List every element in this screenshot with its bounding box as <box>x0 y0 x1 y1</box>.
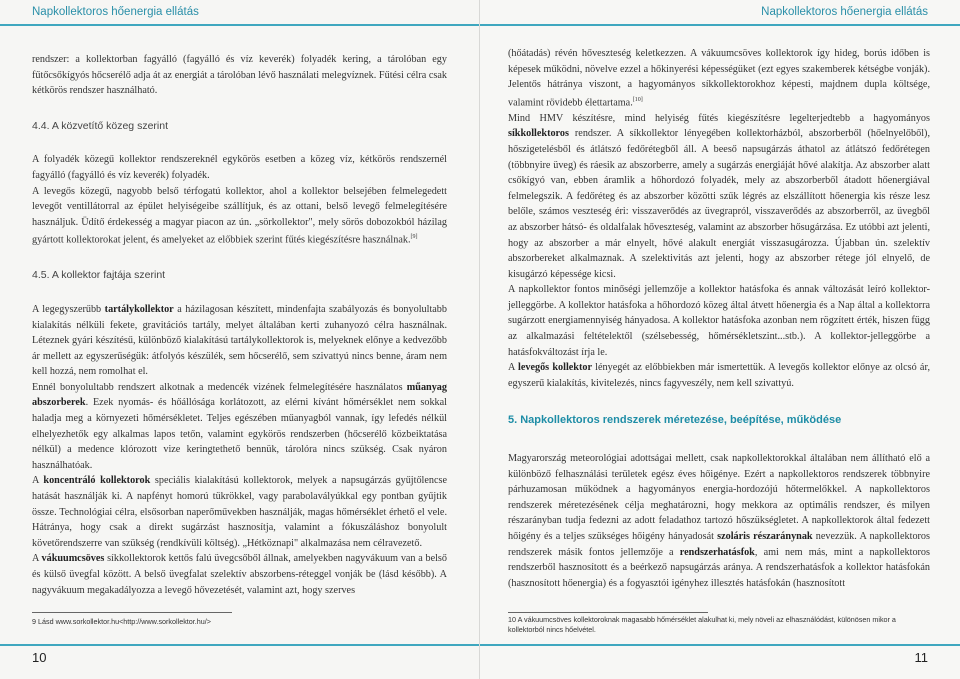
paragraph: A folyadék közegű kollektor rendszereknél egykörös esetben a közeg víz, kétkörös rendszernél fagyálló (fagyálló és víz keverék) folyadék. <box>32 154 447 181</box>
bold-term: vákuumcsöves <box>41 553 105 565</box>
bold-term: műanyag abszorberek <box>32 381 447 409</box>
header-rule <box>0 24 479 26</box>
bold-term: szoláris részaránynak <box>717 531 813 543</box>
page-number: 11 <box>914 650 928 665</box>
paragraph: A vákuumcsöves síkkollektorok kettős falú üvegcsőből állnak, amelyekben nagyvákuum van a belső és külső üvegfal között. A belső üvegfalat szelektív abszorbens-réteggel vonják be (lásd később). A nagyvákuum megakadályozza a levegő hővezetését, valamint azt, hogy szerves <box>32 553 447 596</box>
bold-term: rendszerhatásfok <box>679 546 755 558</box>
paragraph: A koncentráló kollektorok speciális kialakítású kollektorok, melyek a napsugárzás gyűjtőlencse hatását használják ki. A napfényt homorú tükrökkel, vagy parabolavályúkkal egy pontban gyűjtik össze. Technológiai célra, elsősorban naperőművekben használják, magas hőmérséklet érhető el vele. Hátránya, hogy csak a direkt sugárzást hasznosítja, valamint a fókuszáláshoz bonyolult követőrendszerre van szükség (rendkívüli költség). „Hétköznapi" alkalmazása nem célravezető. <box>32 475 448 549</box>
bold-term: koncentráló kollektorok <box>43 475 151 487</box>
section-heading-4-4: 4.4. A közvetítő közeg szerint <box>32 119 168 132</box>
section-heading-4-5: 4.5. A kollektor fajtája szerint <box>32 269 166 282</box>
running-header: Napkollektoros hőenergia ellátás <box>761 6 928 18</box>
bold-term: tartálykollektor <box>104 303 174 315</box>
paragraph: rendszer: a kollektorban fagyálló (fagyálló és víz keverék) folyadék kering, a tárolóban egy fűtőcsőkígyós hőcserélő adja át az energiát a tárolóban lévő használati melegvíznek. Fűtési célra csak kétkörös rendszer használható. <box>32 54 447 97</box>
paragraph: (hőátadás) révén hőveszteség keletkezzen. A vákuumcsöves kollektorok így hideg, borús időben is képesek működni, növelve ezzel a hőkinyerési képességüket (ezt egyes szakemberek kétségbe vonják). Jelentős hátránya viszont, a hagyományos síkkollektorokhoz képesti, majdnem dupla költsége, valamint rövidebb élettartama.[10] <box>508 48 930 109</box>
bold-term: levegős kollektor <box>518 362 592 374</box>
paragraph: A levegős közegű, nagyobb belső térfogatú kollektor, ahol a kollektor belsejében felmelegedett levegőt ventillátorral az épület helyiségeibe szállítjuk, és az ottani, belső levegő felmelegítésére használjuk. Üdítő érdekesség a magyar piacon az ún. „sörkollektor", mely sörös dobozokból házilag gyártott kollektorokat jelent, és amelyeket az előbbiek szerint fűtés kiegészítésre használnak.[9] <box>32 185 447 246</box>
footnote: 10 A vákuumcsöves kollektoroknak magasabb hőmérséklet alakulhat ki, mely növeli az elhasználódást, különösen mikor a kollektorból nincs hőelvétel. <box>508 615 896 634</box>
right-page <box>480 0 960 679</box>
footnote-rule <box>508 612 708 613</box>
chapter-heading-5: 5. Napkollektoros rendszerek méretezése, beépítése, működése <box>508 414 842 427</box>
footer-rule <box>0 644 479 646</box>
right-body <box>508 46 930 591</box>
footnote-rule <box>32 612 232 613</box>
paragraph: A napkollektor fontos minőségi jellemzője a kollektor hatásfoka és annak változását leíró kollektor-jelleggörbe. A kollektor hatásfoka a hőhordozó közeg által átvett hőenergia és a Nap által a kollektorra sugárzott energiamennyiség hányadosa. A kollektor hatásfoka azonban nem rögzített érték, hiszen függ az alkalmazási feltételektől (szélsebesség, hőmérsékletszint...stb.). A kollektor-jelleggörbe a hatásfokváltozást írja le. <box>508 284 930 358</box>
bold-term: síkkollektoros <box>508 128 569 140</box>
footnote-ref: [10] <box>632 96 643 103</box>
paragraph: Mind HMV készítésre, mind helyiség fűtés kiegészítésre legelterjedtebb a hagyományos síkkollektoros rendszer. A síkkollektor lényegében kollektorházból, abszorberből (hőelnyelőből), hőszigetelésből és átlátszó fedőrétegből áll. A beeső napsugárzás áthatol az átlátszó fedőrétegen (többnyire üveg) és ráesik az abszorberre, amely a sugárzás energiáját hővé alakítja. Az abszorber alatt csőkígyó van, ebben áramlik a hőhordozó folyadék, mely az abszorberből átadott hőenergiával felmelegszik. A fedőréteg és az abszorber közötti szűk légrés az elszállított hőenergia kis része lesz belőle, számos veszteség éri: visszaverődés az üvegrapról, visszaverődés az abszorberről, az üvegből az abszorber hátsó- és oldalfalak hőveszteség, valamint az abszorber hősugárzása. Ez utóbbi azt jelenti, hogy az abszorber a már elnyelt, hővé alakult energiát visszasugározza. Újabban ún. szelektív abszorbereket alkalmaznak. A szelektivitás azt jelenti, hogy az abszorber rétege jól elnyelő, de kisugárzó képessége kicsi. <box>508 112 930 280</box>
header-rule <box>480 24 960 26</box>
footer-rule <box>480 644 960 646</box>
paragraph: Magyarország meteorológiai adottságai mellett, csak napkollektorokkal általában nem állítható elő a különböző felhasználási területek egész éves hőigénye. Ezért a napkollektoros rendszerek többnyire párhuzamosan működnek a hagyományos energia-hordozójú hőtermelőkkel. A napkollektoros rendszerek méretezésének célja meghatározni, hogy mekkora az optimális rendszer, és milyen részarányban tudja fedezni az adott feladathoz tartozó hőszükségletet. A napkollektorok által fedezett hőigény és a teljes szükséges hőigény hányadosát szoláris részaránynak nevezzük. A napkollektoros rendszerek másik fontos jellemzője a rendszerhatásfok, ami nem más, mint a napkollektoros rendszerből hasznosított és a beérkező napsugárzás aránya. A rendszerhatásfok a kollektor hatásfokán (hasznosított hőenergia) és a fogyasztói igényhez illesztés hatásfokán (hasznosított <box>508 453 930 589</box>
paragraph: A legegyszerűbb tartálykollektor a házilagosan készített, mindenfajta szabályozás és bonyolultabb kialakítás nélküli fekete, gravitációs tartály, melyet általában kerti zuhanyozó célra használnak. Léteznek gyári készítésű, különböző kialakítású tartálykollektorok is, melyeknek előnye a kedvezőbb ár mellett az egyszerűségük: átfolyós készülék, sem hőcserélő, sem szivattyú nincs benne, áram nem kell hozzá, nem romolhat el. <box>32 303 447 378</box>
footnote: 9 Lásd www.sorkollektor.hu<http://www.sorkollektor.hu/> <box>32 617 211 626</box>
left-body <box>32 52 447 598</box>
paragraph: Ennél bonyolultabb rendszert alkotnak a medencék vizének felmelegítésére használatos műanyag abszorberek. Ezek nyomás- és hőállósága korlátozott, az elérni kívánt hőmérséklet nem sokkal haladja meg a környezeti hőmérsékletet. Teljes egészében műanyagból vannak, így lefedés nélkül elhelyezhetők egy alkalmas lapos tetőn, valamint egykörös rendszerben (hőcserélő közbeiktatása nélkül) a medence klórozott vize keringtethető bennük, tárolóra nincs szükség. Csak nyáron használhatóak. <box>32 381 447 471</box>
running-header: Napkollektoros hőenergia ellátás <box>32 6 199 18</box>
page-number: 10 <box>32 650 47 665</box>
footnote-ref: [9] <box>410 234 418 241</box>
paragraph: A levegős kollektor lényegét az előbbiekben már ismertettük. A levegős kollektor előnye az olcsó ár, egyszerű kialakítás, kivitelezés, nincs fagyveszély, nem kell szivattyú. <box>508 362 930 389</box>
